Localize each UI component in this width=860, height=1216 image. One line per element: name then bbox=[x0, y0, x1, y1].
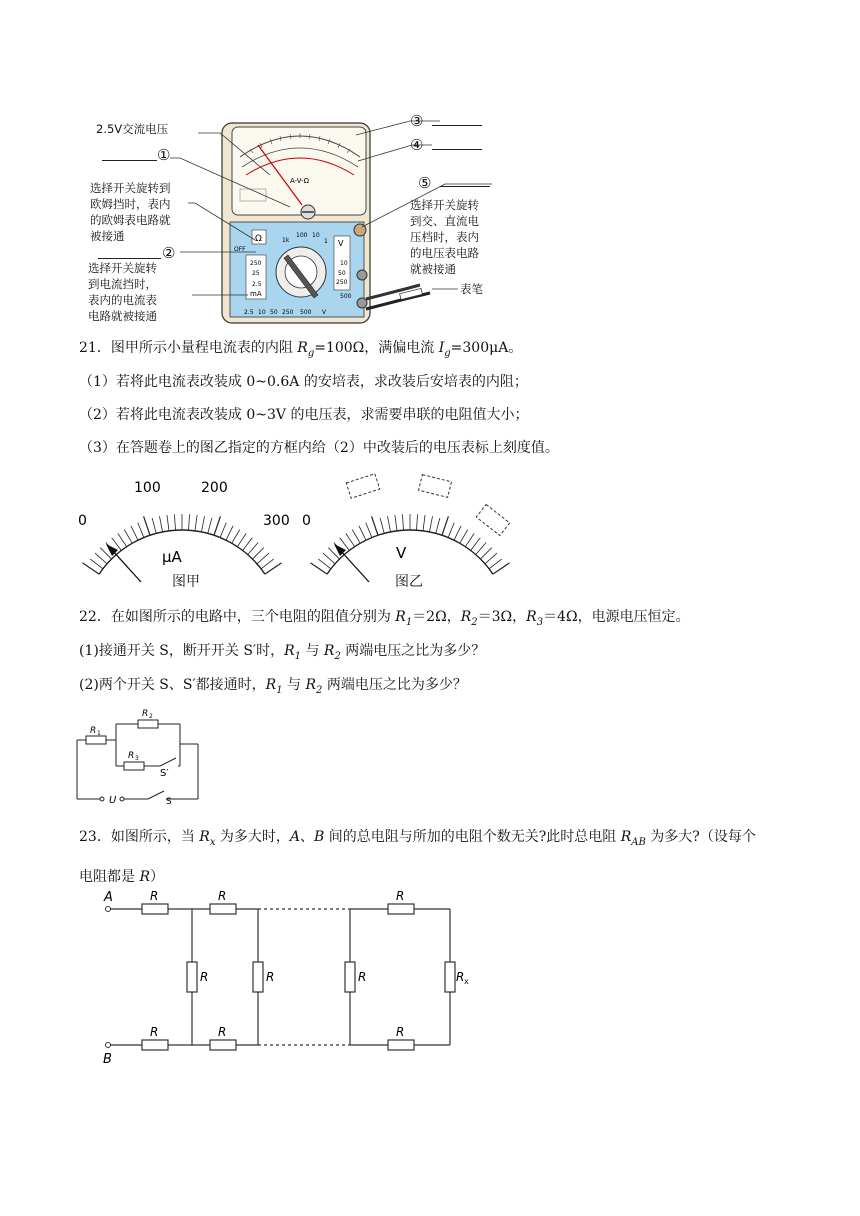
q21-stem-prefix: 21．图甲所示小量程电流表的内阻 bbox=[79, 340, 298, 356]
scale-tick bbox=[257, 553, 269, 564]
scale-tick bbox=[311, 563, 328, 574]
q22-sub1-c: 两端电压之比为多少？ bbox=[340, 643, 486, 659]
q22-sub1-b: 与 bbox=[301, 643, 324, 659]
scale-tick bbox=[124, 529, 132, 543]
scale-tick bbox=[323, 553, 335, 564]
c23-r-top2: R bbox=[218, 889, 227, 903]
var-sub: 1 bbox=[294, 650, 302, 662]
ac-v: V bbox=[322, 309, 327, 316]
voltage-note bbox=[410, 197, 495, 277]
var-sub: 3 bbox=[536, 616, 544, 628]
q23-line1-a: 23．如图所示，当 bbox=[79, 829, 200, 845]
var-r: R bbox=[297, 340, 308, 356]
callout-2: ② bbox=[162, 244, 176, 262]
callout-5: ⑤ bbox=[418, 174, 432, 192]
meter-a-tick-300: 300 bbox=[263, 513, 290, 529]
meter-a-scale bbox=[83, 514, 282, 574]
meter-a-tick-0: 0 bbox=[78, 513, 87, 529]
scale-tick bbox=[423, 515, 425, 531]
scale-tick bbox=[417, 514, 418, 530]
q22-sub2 bbox=[79, 675, 467, 701]
ma-box-label: mA bbox=[250, 290, 262, 298]
current-note-line: 到电流挡时， bbox=[88, 277, 157, 291]
c23-r-bot2: R bbox=[218, 1025, 227, 1039]
q22-circuit bbox=[72, 704, 207, 804]
c23-r-bot3: R bbox=[396, 1025, 405, 1039]
ac-voltage-label: 2.5V交流电压 bbox=[96, 122, 169, 136]
scale-tick bbox=[318, 559, 331, 569]
scale-tick bbox=[167, 515, 169, 531]
ac-10: 10 bbox=[258, 309, 266, 316]
q23-sep: 、 bbox=[300, 829, 315, 845]
scale-tick bbox=[232, 529, 240, 543]
current-note-line: 表内的电流表 bbox=[88, 293, 157, 307]
meter-a-tick-200: 200 bbox=[201, 480, 228, 496]
q22-eq2: ＝3Ω， bbox=[477, 609, 527, 625]
answer-box-2[interactable] bbox=[419, 475, 452, 498]
c23-a: A bbox=[104, 890, 113, 905]
callout-1: ① bbox=[157, 146, 171, 164]
ma-25: 25 bbox=[252, 270, 260, 277]
var-rx: R bbox=[199, 829, 210, 845]
answer-box-1[interactable] bbox=[346, 474, 379, 498]
voltage-note-line: 选择开关旋转 bbox=[410, 198, 479, 212]
scale-tick bbox=[429, 516, 432, 532]
v-500: 500 bbox=[340, 293, 352, 300]
scale-tick bbox=[380, 518, 384, 533]
q23-line1 bbox=[79, 827, 756, 853]
c22-r1: R bbox=[90, 726, 97, 736]
q23-line2-b: ） bbox=[150, 869, 164, 885]
var-sub: g bbox=[444, 347, 451, 359]
voltage-note-line: 就被接通 bbox=[410, 262, 456, 276]
scale-tick bbox=[252, 548, 263, 559]
v-10: 10 bbox=[340, 260, 348, 267]
c22-s: S bbox=[166, 797, 172, 804]
current-note-line: 选择开关旋转 bbox=[88, 261, 157, 275]
var-r2: R bbox=[305, 677, 317, 693]
q22-sub2-c: 两端电压之比为多少？ bbox=[322, 677, 467, 693]
scale-tick bbox=[131, 526, 138, 540]
scale-tick bbox=[493, 563, 510, 574]
blank-1 bbox=[102, 160, 157, 161]
q22-eq1: ＝2Ω， bbox=[412, 609, 461, 625]
scale-tick bbox=[372, 516, 378, 535]
c23-r-top1: R bbox=[150, 889, 159, 903]
ma-2_5: 2.5 bbox=[252, 281, 262, 288]
knob-1: 1 bbox=[324, 238, 328, 245]
q22-eq3: ＝4Ω，电源电压恒定。 bbox=[543, 609, 690, 625]
scale-tick bbox=[152, 518, 156, 533]
var-sub: 2 bbox=[316, 684, 323, 696]
q23-line2 bbox=[79, 867, 164, 887]
ma-250: 250 bbox=[250, 260, 262, 267]
ohm-note-line: 被接通 bbox=[90, 229, 125, 243]
var-sub: 1 bbox=[276, 684, 283, 696]
c22-r2-sub: 2 bbox=[149, 713, 153, 720]
var-sub: 2 bbox=[471, 616, 478, 628]
ohm-note-line: 选择开关旋转到 bbox=[90, 181, 171, 195]
scale-arc bbox=[327, 530, 493, 574]
blank-4 bbox=[432, 149, 482, 150]
knob-100: 100 bbox=[296, 232, 308, 239]
meter-a-unit: μA bbox=[162, 548, 182, 566]
q21-sub2: （2）若将此电流表改装成 0~3V 的电压表，求需要串联的电阻值大小； bbox=[79, 407, 529, 423]
q22-sub2-a: (2)两个开关 S、S′都接通时， bbox=[79, 677, 266, 693]
blank-5 bbox=[440, 186, 490, 187]
voltage-note-line: 的电压表电路 bbox=[410, 246, 479, 260]
q23-line2-a: 电阻都是 bbox=[79, 869, 140, 885]
ohm-note bbox=[90, 180, 195, 244]
scale-tick bbox=[265, 563, 282, 574]
c23-r-v3: R bbox=[358, 970, 367, 984]
callout-4: ④ bbox=[410, 136, 424, 154]
scale-tick bbox=[448, 523, 454, 538]
scale-tick bbox=[442, 516, 448, 535]
c23-b: B bbox=[103, 1052, 112, 1067]
probe-label: 表笔 bbox=[460, 282, 483, 296]
scale-tick bbox=[261, 559, 274, 569]
scale-tick bbox=[159, 516, 162, 532]
scale-tick bbox=[476, 543, 487, 555]
scale-tick bbox=[395, 515, 397, 531]
caption-jia: 图甲 bbox=[172, 574, 200, 590]
ohm-note-line: 欧姆挡时，表内 bbox=[90, 197, 171, 211]
ac-500: 500 bbox=[300, 309, 312, 316]
meter-b-unit: V bbox=[396, 544, 407, 562]
scale-tick bbox=[352, 529, 360, 543]
var-r1: R bbox=[284, 643, 295, 659]
scale-tick bbox=[214, 516, 220, 535]
scale-tick bbox=[460, 529, 468, 543]
c23-rx: R bbox=[456, 970, 465, 984]
scale-tick bbox=[359, 526, 366, 540]
scale-arc bbox=[99, 530, 265, 574]
v-50: 50 bbox=[338, 270, 346, 277]
meter-b-scale bbox=[311, 514, 510, 574]
scale-tick bbox=[454, 526, 461, 540]
var-a: A bbox=[289, 829, 301, 845]
off-label: OFF bbox=[234, 246, 246, 253]
c22-sprime: S′ bbox=[160, 768, 169, 779]
q23-line1-b: 为多大时， bbox=[215, 829, 290, 845]
q23-line1-c: 间的总电阻与所加的电阻个数无关?此时总电阻 bbox=[324, 829, 621, 845]
c23-rx-sub: x bbox=[464, 977, 469, 986]
scale-tick bbox=[480, 548, 491, 559]
scale-tick bbox=[174, 514, 175, 530]
scale-tick bbox=[201, 516, 204, 532]
scale-tick bbox=[387, 516, 390, 532]
scale-tick bbox=[471, 538, 481, 551]
face-label: A-V-Ω bbox=[290, 177, 310, 185]
scale-tick bbox=[465, 533, 474, 546]
scale-tick bbox=[485, 553, 497, 564]
c22-r3-sub: 3 bbox=[135, 755, 139, 762]
q21-sub1: （1）若将此电流表改装成 0~0.6A 的安培表，求改装后安培表的内阻； bbox=[79, 374, 528, 390]
v-250: 250 bbox=[336, 279, 348, 286]
blank-2 bbox=[98, 258, 161, 259]
scale-tick bbox=[138, 523, 144, 538]
knob-10: 10 bbox=[312, 232, 320, 239]
var-r2: R bbox=[460, 609, 472, 625]
c22-r3: R bbox=[128, 751, 135, 761]
ac-250: 250 bbox=[282, 309, 294, 316]
scale-tick bbox=[346, 533, 355, 546]
current-note bbox=[88, 260, 188, 324]
q22-sub2-b: 与 bbox=[282, 677, 306, 693]
q22-sub1-a: (1)接通开关 S，断开开关 S′时， bbox=[79, 643, 285, 659]
scale-tick bbox=[90, 559, 103, 569]
scale-tick bbox=[83, 563, 100, 574]
var-i: I bbox=[438, 340, 445, 356]
var-sub: x bbox=[209, 836, 216, 848]
scale-tick bbox=[144, 516, 150, 535]
v-box-label: V bbox=[338, 239, 344, 248]
blank-3 bbox=[432, 125, 482, 126]
var-r1: R bbox=[265, 677, 277, 693]
scale-tick bbox=[489, 559, 502, 569]
q21-stem-mid: =100Ω，满偏电流 bbox=[314, 340, 439, 356]
scale-tick bbox=[220, 523, 226, 538]
scale-tick bbox=[237, 533, 246, 546]
scale-tick bbox=[118, 533, 127, 546]
ac-50: 50 bbox=[270, 309, 278, 316]
var-r1: R bbox=[395, 609, 406, 625]
current-note-line: 电路就被接通 bbox=[88, 309, 157, 323]
knob-1k: 1k bbox=[282, 237, 290, 244]
scale-tick bbox=[189, 514, 190, 530]
var-rab: R bbox=[620, 829, 632, 845]
c22-u: U bbox=[109, 795, 117, 804]
q22-sub1 bbox=[79, 641, 485, 667]
var-r3: R bbox=[526, 609, 537, 625]
q21-sub3: （3）在答题卷上的图乙指定的方框内给（2）中改装后的电压表标上刻度值。 bbox=[79, 440, 559, 456]
var-b: B bbox=[314, 829, 325, 845]
var-r2: R bbox=[323, 643, 335, 659]
var-r: R bbox=[139, 869, 150, 885]
c23-r-top3: R bbox=[396, 889, 405, 903]
meters-drawing bbox=[70, 470, 530, 595]
meter-a-tick-100: 100 bbox=[134, 480, 161, 496]
c22-r2: R bbox=[142, 709, 149, 719]
q23-line1-d: 为多大?（设每个 bbox=[645, 829, 756, 845]
ohm-note-line: 的欧姆表电路就 bbox=[90, 213, 171, 227]
var-sub: g bbox=[307, 347, 315, 359]
ac-2_5: 2.5 bbox=[244, 309, 254, 316]
scale-tick bbox=[195, 515, 197, 531]
scale-tick bbox=[402, 514, 403, 530]
voltage-note-line: 压档时，表内 bbox=[410, 230, 479, 244]
scale-tick bbox=[366, 523, 372, 538]
scale-tick bbox=[436, 518, 440, 533]
scale-tick bbox=[95, 553, 107, 564]
q22-stem-a: 22．在如图所示的电路中，三个电阻的阻值分别为 bbox=[79, 609, 396, 625]
scale-tick bbox=[226, 526, 233, 540]
c23-r-v2: R bbox=[266, 970, 275, 984]
c23-r-v1: R bbox=[200, 970, 209, 984]
q21-stem bbox=[79, 338, 522, 364]
ohm-box-label: Ω bbox=[255, 234, 262, 244]
scale-tick bbox=[248, 543, 259, 555]
c23-r-bot1: R bbox=[150, 1025, 159, 1039]
q22-stem bbox=[79, 607, 690, 633]
var-sub: AB bbox=[631, 836, 646, 848]
voltage-note-line: 到交、直流电 bbox=[410, 214, 479, 228]
q23-circuit bbox=[100, 887, 470, 1067]
caption-yi: 图乙 bbox=[395, 574, 423, 590]
callout-3: ③ bbox=[410, 112, 424, 130]
var-sub: 2 bbox=[334, 650, 341, 662]
c22-r1-sub: 1 bbox=[97, 730, 101, 737]
scale-tick bbox=[243, 538, 253, 551]
var-sub: 1 bbox=[405, 616, 413, 628]
scale-tick bbox=[208, 518, 212, 533]
q21-stem-suffix: =300μA。 bbox=[450, 340, 523, 356]
meter-b-tick-0: 0 bbox=[302, 513, 311, 529]
answer-box-3[interactable] bbox=[476, 504, 509, 535]
